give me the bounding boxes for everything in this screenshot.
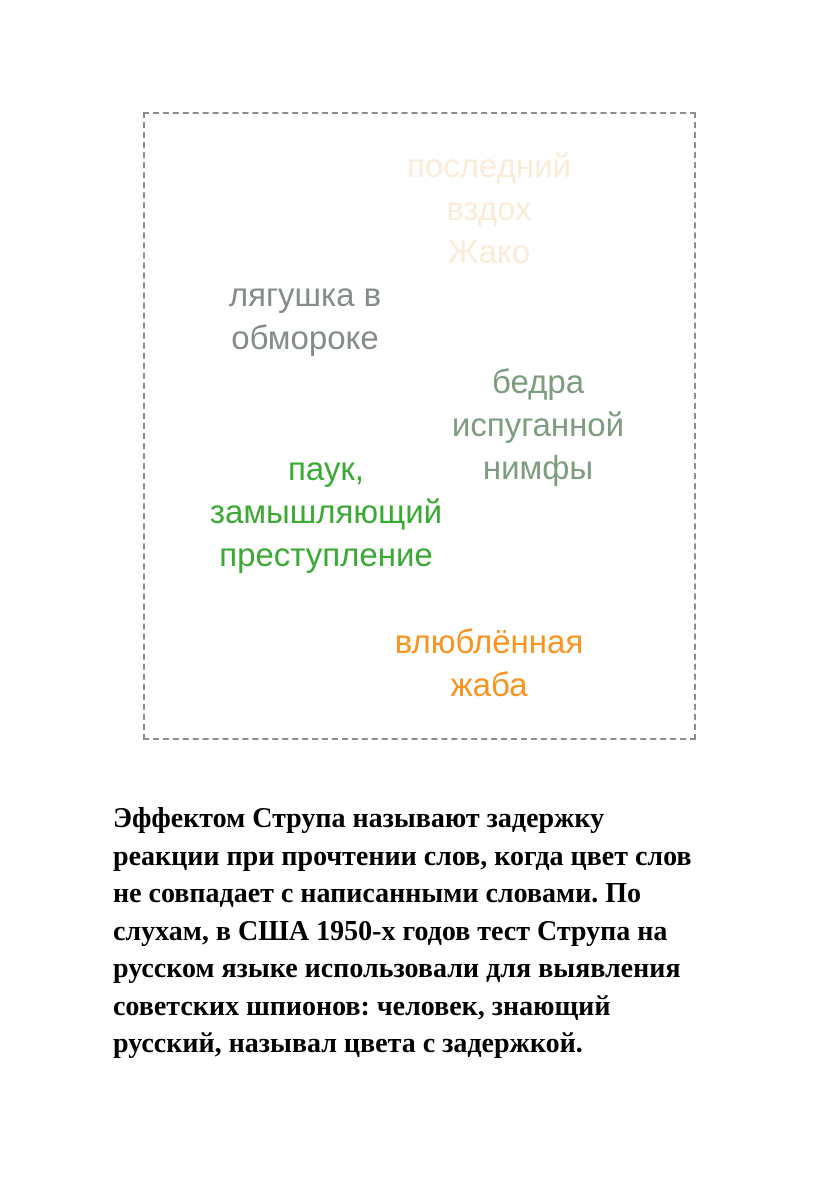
description-line: русский, называл цвета с задержкой. [113,1028,583,1059]
description-line: советских шпионов: человек, знающий [113,990,611,1022]
color-word-vlyublyonnaya-zhaba [349,620,629,706]
phrase-line: замышляющий [209,493,443,530]
stroop-color-words-panel [143,112,696,740]
phrase-line: жаба [450,666,528,703]
phrase-line: обмороке [231,319,379,356]
color-word-pauk-zamyshlyayushchiy-prestuplenie [166,447,486,576]
phrase-line: лягушка в [228,276,382,313]
description-line: не совпадает с написанными словами. По [113,878,641,909]
color-word-lyagushka-v-obmoroke [165,273,445,359]
stroop-effect-description [113,800,758,1063]
description-line: русском языке использовали для выявления [113,953,681,984]
phrase-line: вздох [446,190,532,227]
phrase-line: преступление [219,536,433,573]
color-word-posledniy-vzdokh-zhako [349,144,629,273]
phrase-line: Жако [447,233,531,270]
description-line: слухам, в США 1950-х годов тест Струпа на [113,915,668,947]
phrase-line: бедра [491,363,585,400]
phrase-line: паук, [288,450,364,487]
phrase-line: влюблённая [394,623,584,660]
description-line: Эффектом Струпа называют задержку [113,803,605,834]
phrase-line: нимфы [482,449,594,486]
phrase-line: испуганной [451,406,625,443]
description-line: реакции при прочтении слов, когда цвет слов [113,840,692,872]
phrase-line: последний [407,147,571,184]
